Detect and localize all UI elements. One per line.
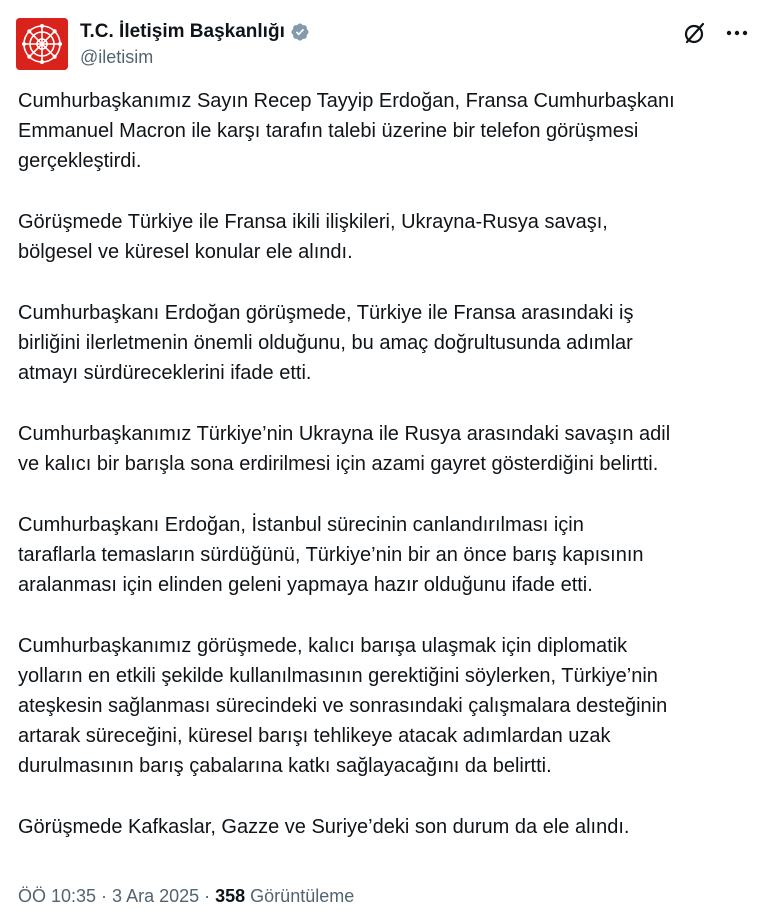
post-paragraph: Cumhurbaşkanı Erdoğan, İstanbul sürecinin canlandırılması için taraflarla temasların sürdüğünü, Türkiye’nin bir an önce barış kapısının aralanması için elinden geleni yapmaya hazır olduğunu ifade etti.: [18, 514, 644, 596]
post-paragraph: Cumhurbaşkanımız Sayın Recep Tayyip Erdoğan, Fransa Cumhurbaşkanı Emmanuel Macron ile karşı tarafın talebi üzerine bir telefon görüşmesi gerçekleştirdi.: [18, 90, 675, 172]
post-header: [16, 14, 754, 74]
post-paragraph: Cumhurbaşkanımız Türkiye’nin Ukrayna ile Rusya arasındaki savaşın adil ve kalıcı bir barışla sona erdirilmesi için azami gayret gösterdiğini belirtti.: [18, 423, 671, 475]
account-names: [80, 20, 310, 68]
post-paragraph: Cumhurbaşkanımız görüşmede, kalıcı barışa ulaşmak için diplomatik yolların en etkili şekilde kullanılmasının gerektiğini söylerken, Türkiye’nin ateşkesin sağlanması sürecindeki ve sonrasındaki çalışmalara desteğinin artarak süreceğini, küresel barışı tehlikeye atacak adımlardan uzak durulmasının barış çabalarına katkı sağlayacağını da belirtti.: [18, 635, 668, 777]
grok-icon[interactable]: [682, 20, 708, 46]
verified-badge-icon[interactable]: [290, 22, 310, 42]
post-time[interactable]: ÖÖ 10:35: [18, 886, 97, 906]
views-label: Görüntüleme: [245, 886, 355, 906]
post-meta: [18, 886, 354, 907]
post-paragraph: Cumhurbaşkanı Erdoğan görüşmede, Türkiye ile Fransa arasındaki iş birliğini ilerletmenin önemli olduğunu, bu amaç doğrultusunda adımlar atmayı sürdüreceklerini ifade etti.: [18, 302, 634, 384]
more-icon[interactable]: [724, 20, 750, 46]
avatar-logo-icon: [16, 18, 68, 70]
views-count: 358: [215, 886, 246, 906]
display-name[interactable]: T.C. İletişim Başkanlığı: [80, 21, 285, 42]
display-name-row: [80, 20, 310, 44]
post-paragraph: Görüşmede Türkiye ile Fransa ikili ilişkileri, Ukrayna-Rusya savaşı, bölgesel ve küresel konular ele alındı.: [18, 211, 608, 263]
account-handle[interactable]: @iletisim: [80, 47, 154, 67]
post-text: [18, 86, 758, 842]
avatar[interactable]: [16, 18, 68, 70]
meta-separator: ·: [199, 886, 216, 906]
post-paragraph: Görüşmede Kafkaslar, Gazze ve Suriye’deki son durum da ele alındı.: [18, 816, 630, 838]
post-date[interactable]: 3 Ara 2025: [112, 886, 200, 906]
meta-separator: ·: [96, 886, 113, 906]
